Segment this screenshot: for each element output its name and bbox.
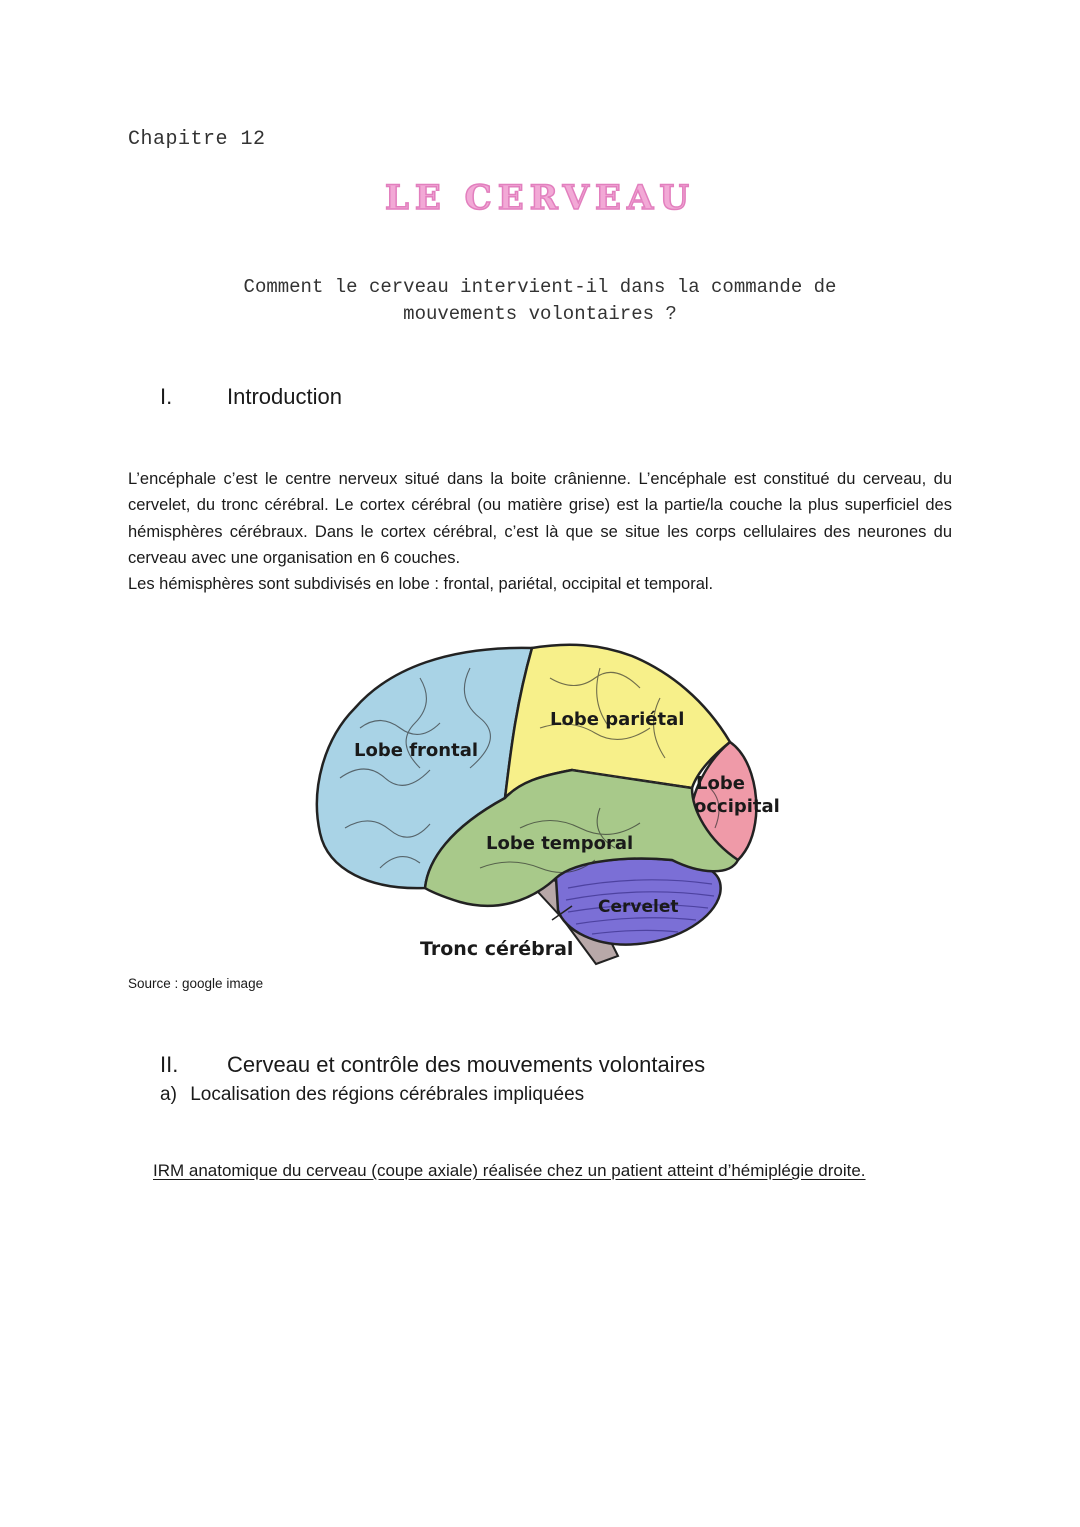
figure-source: Source : google image (128, 976, 264, 991)
question-line-1: Comment le cerveau intervient-il dans la commande de (243, 276, 837, 298)
irm-caption: IRM anatomique du cerveau (coupe axiale) réalisée chez un patient atteint d’hémiplégie droite. (153, 1161, 866, 1180)
section-1-number: I. (160, 384, 173, 409)
subsection-title: Localisation des régions cérébrales impliquées (190, 1084, 585, 1105)
lobes-text: Les hémisphères sont subdivisés en lobe : frontal, pariétal, occipital et temporal. (128, 575, 714, 594)
section-2-number: II. (160, 1052, 179, 1077)
label-parietal: Lobe pariétal (550, 709, 685, 730)
section-1-title: Introduction (227, 384, 342, 409)
subsection-letter: a) (160, 1084, 177, 1105)
label-frontal: Lobe frontal (354, 740, 479, 761)
question-line-2: mouvements volontaires ? (403, 303, 677, 325)
subsection-a (160, 1084, 584, 1106)
brain-diagram (300, 638, 800, 968)
chapter-label: Chapitre 12 (128, 128, 266, 151)
label-brainstem: Tronc cérébral (420, 938, 574, 960)
intro-text: L’encéphale c’est le centre nerveux situé dans la boite crânienne. L’encéphale est constitué du cerveau, du cervelet, du tronc cérébral. Le cortex cérébral (ou matière grise) est la partie/la couche la plus superficiel des hémisphères cérébraux. Dans le cortex cérébral, c’est là que se situe les corps cellulaires des neurones du cerveau avec une organisation en 6 couches. (128, 470, 952, 567)
label-temporal: Lobe temporal (486, 833, 634, 854)
intro-paragraph (128, 466, 952, 597)
label-occipital-1: Lobe (696, 773, 745, 794)
page-title: LE CERVEAU (384, 178, 695, 218)
guiding-question (180, 274, 900, 328)
section-2-title: Cerveau et contrôle des mouvements volontaires (227, 1052, 706, 1077)
label-occipital-2: occipital (694, 796, 780, 817)
label-cerebellum: Cervelet (598, 897, 679, 917)
